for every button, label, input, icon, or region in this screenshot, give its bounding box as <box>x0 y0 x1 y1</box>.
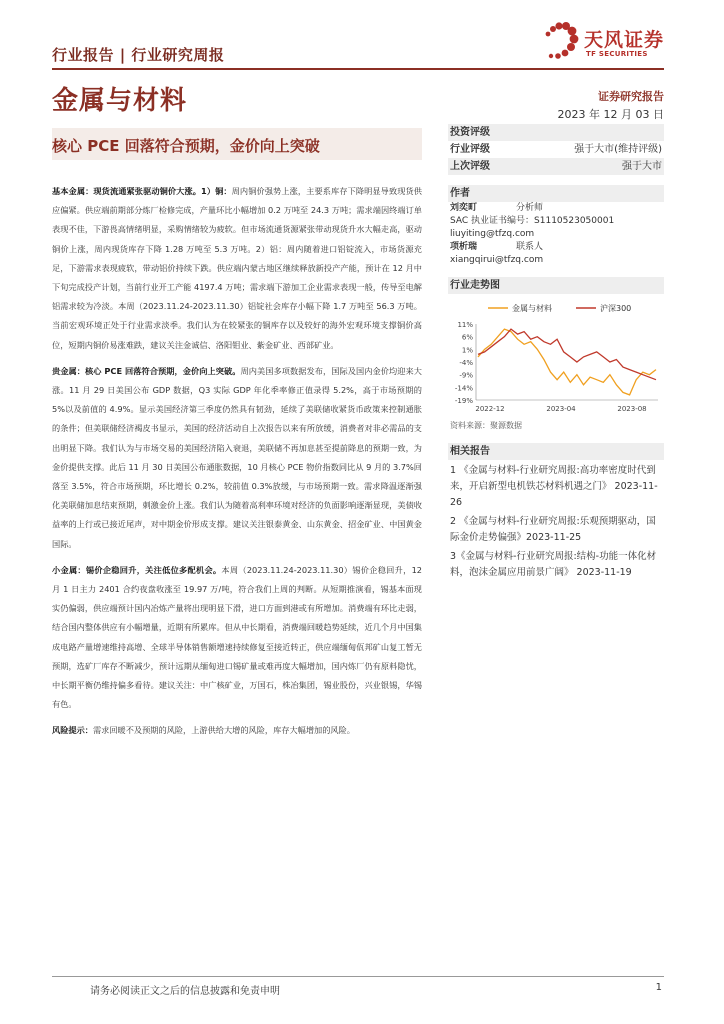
related-report-item[interactable]: 2 《金属与材料-行业研究周报:乐观预期驱动，国际金价走势偏强》2023-11-25 <box>450 516 656 543</box>
y-tick-label: -14% <box>454 384 473 393</box>
series-line <box>478 329 656 395</box>
series-line <box>478 329 656 380</box>
report-kind: 证券研究报告 <box>598 90 664 103</box>
author-email[interactable]: liuyiting@tfzq.com <box>450 229 535 239</box>
logo-mark-icon <box>538 20 582 64</box>
paragraph-precious-metals <box>52 362 422 554</box>
report-date: 2023 年 12 月 03 日 <box>557 108 664 121</box>
legend-label: 沪深300 <box>600 304 632 313</box>
paragraph-text: 本周（2023.11.24-2023.11.30）锡价企稳回升，12 月 1 日主力 2401 合约夜盘收涨至 19.97 万/吨，符合我们上周的判断。从短期推演看，锡基本面现实仍偏弱，供应端预计国内冶炼产量将出现明显下滑，进口方面到港或有所增加。消费端有环比走弱，结合国内整体供应有小幅增量，近期有所累库。但从中长期看，消费端回暖趋势延续，近几个月中国集成电路产量增速维持高增、全球半导体销售额增速持续修复至接近转正，供应端缅甸佤邦矿山复工暂无预期，选矿厂库存不断减少，预计远期从缅甸进口锡矿量或难再度大幅增加，国内炼厂仍有原料隐忧，中长期平衡仍维持偏多看待。建议关注：中广核矿业，万国石，株冶集团，锡业股份，兴业银锡，华锡有色。 <box>52 564 422 710</box>
main-body <box>52 182 422 748</box>
x-tick-label: 2023-04 <box>546 405 576 413</box>
author-1 <box>448 202 664 215</box>
author-2 <box>448 241 664 254</box>
y-tick-label: -19% <box>454 397 473 405</box>
authors-heading: 作者 <box>448 185 664 202</box>
paragraph-lead: 风险提示： <box>52 725 93 736</box>
rating-heading: 投资评级 <box>448 124 664 141</box>
y-tick-label: -9% <box>459 371 473 380</box>
paragraph-minor-metals <box>52 561 422 715</box>
last-rating-value: 强于大市 <box>622 161 662 172</box>
author-name: 刘奕町 <box>450 203 478 213</box>
industry-title: 金属与材料 <box>52 86 188 116</box>
related-report-item[interactable]: 1 《金属与材料-行业研究周报:高功率密度时代到来，开启新型电机铁芯材料机遇之门》 2023-11-26 <box>450 465 658 508</box>
x-tick-label: 2022-12 <box>475 405 505 413</box>
x-tick-label: 2023-08 <box>617 405 647 413</box>
author-role: 联系人 <box>516 242 544 252</box>
chart-source: 资料来源：聚源数据 <box>450 421 522 430</box>
industry-rating-label: 行业评级 <box>450 144 490 155</box>
footer-disclaimer: 请务必阅读正文之后的信息披露和免责申明 <box>90 986 280 997</box>
logo-english-text: TF SECURITIES <box>586 50 648 58</box>
paragraph-lead: 基本金属：现货流通紧张驱动铜价大涨。1）铜： <box>52 186 232 196</box>
paragraph-risk <box>52 721 422 740</box>
industry-rating-value: 强于大市(维持评级) <box>574 144 662 155</box>
trend-chart <box>448 300 664 418</box>
paragraph-lead: 小金属：锡价企稳回升，关注低位多配机会。 <box>52 564 222 575</box>
last-rating-label: 上次评级 <box>450 161 490 172</box>
report-title: 核心 PCE 回落符合预期，金价向上突破 <box>52 137 320 155</box>
paragraph-text: 需求回暖不及预期的风险，上游供给大增的风险，库存大幅增加的风险。 <box>92 725 355 736</box>
related-report-item[interactable]: 3《金属与材料-行业研究周报:结构-功能一体化材料，泡沫金属应用前景广阔》 2023-11-19 <box>450 551 657 578</box>
company-logo <box>538 20 678 64</box>
title-band <box>52 128 422 160</box>
author-cert: SAC 执业证书编号：S1110523050001 <box>450 216 615 226</box>
y-tick-label: 11% <box>457 321 473 329</box>
y-tick-label: 6% <box>461 333 473 342</box>
paragraph-text: 周内美国多项数据发布，国际及国内金价均迎来大涨。11 月 29 日美国公布 GDP 数据，Q3 实际 GDP 年化季率修正值录得 5.2%，高于市场预期的 5%以及前值的 4.9%。显示美国经济第三季度仍然具有韧劲，延续了美联储收紧货币政策来控制通胀的条件；但美联储经济褐皮书显示，美国的经济活动自上次报告以来有所放缓，消费者对非必需品的支出明显下降。我们认为与市场交易的美国经济陷入衰退，美联储不再加息甚至提前降息的预期一致，为金价提供支撑。此后 11 月 30 日美国公布通胀数据，10 月核心 PCE 物价指数同比从 9 月的 3.7%回落至 3.5%，符合市场预期，环比增长 0.2%，较前值 0.3%放缓，与市场预期一致。需求降温逐渐强化美联储加息结束预期，刺激金价上涨。我们认为随着高利率环境对经济的负面影响逐渐显现，美债收益率的上行或已接近尾声，对中期金价形成支撑。建议关注银泰黄金、山东黄金、招金矿业、中国黄金国际。 <box>52 365 422 549</box>
trend-chart-svg <box>448 300 664 418</box>
trend-chart-heading: 行业走势图 <box>448 277 664 294</box>
sidebar <box>448 124 664 581</box>
paragraph-lead: 贵金属：核心 PCE 回落符合预期，金价向上突破。 <box>52 365 241 376</box>
author-name: 项析瑞 <box>450 242 478 252</box>
y-tick-label: 1% <box>461 346 473 355</box>
footer-divider <box>52 976 664 977</box>
industry-rating-row <box>448 141 664 158</box>
page-number: 1 <box>655 982 662 993</box>
doc-type-label: 行业报告 | 行业研究周报 <box>52 46 225 64</box>
legend-label: 金属与材料 <box>512 304 552 313</box>
header-divider <box>52 68 664 70</box>
author-email[interactable]: xiangqirui@tfzq.com <box>450 255 544 265</box>
related-reports-heading: 相关报告 <box>448 443 664 460</box>
paragraph-base-metals <box>52 182 422 355</box>
paragraph-text: 周内铜价强势上涨，主要系库存下降明显导致现货供应偏紧。供应端前期部分炼厂检修完成，产量环比小幅增加 0.2 万吨至 24.3 万吨；需求端因终端订单表现不佳，下游畏高情绪明显，采购情绪较为疲软。但市场流通货源紧张带动现货升水大幅走高，驱动铜价上涨，周内现货库存下降 1.28 万吨至 5.3 万吨。2）铝：周内随着进口铝锭流入，市场货源充足，下游需求表现疲软，带动铝价持续下跌。供应端内蒙古地区继续释放新投产产能，预计在 12 月中下旬完成投产计划，当前行业开工产能 4197.4 万吨；需求端下游加工企业需求表现一般，传导至电解铝需求较为冷淡。本周（2023.11.24-2023.11.30）铝锭社会库存小幅下降 1.7 万吨至 56.3 万吨。当前宏观环境正处于行业需求淡季。我们认为在较紧张的铜库存以及较好的海外宏观环境支撑铜价高位，短期内铜价易涨难跌，建议关注金诚信、洛阳钼业、紫金矿业、西部矿业。 <box>52 186 422 350</box>
logo-text: 天风证券 <box>584 29 665 51</box>
author-role: 分析师 <box>516 203 544 213</box>
last-rating-row <box>448 158 664 175</box>
y-tick-label: -4% <box>459 359 473 367</box>
